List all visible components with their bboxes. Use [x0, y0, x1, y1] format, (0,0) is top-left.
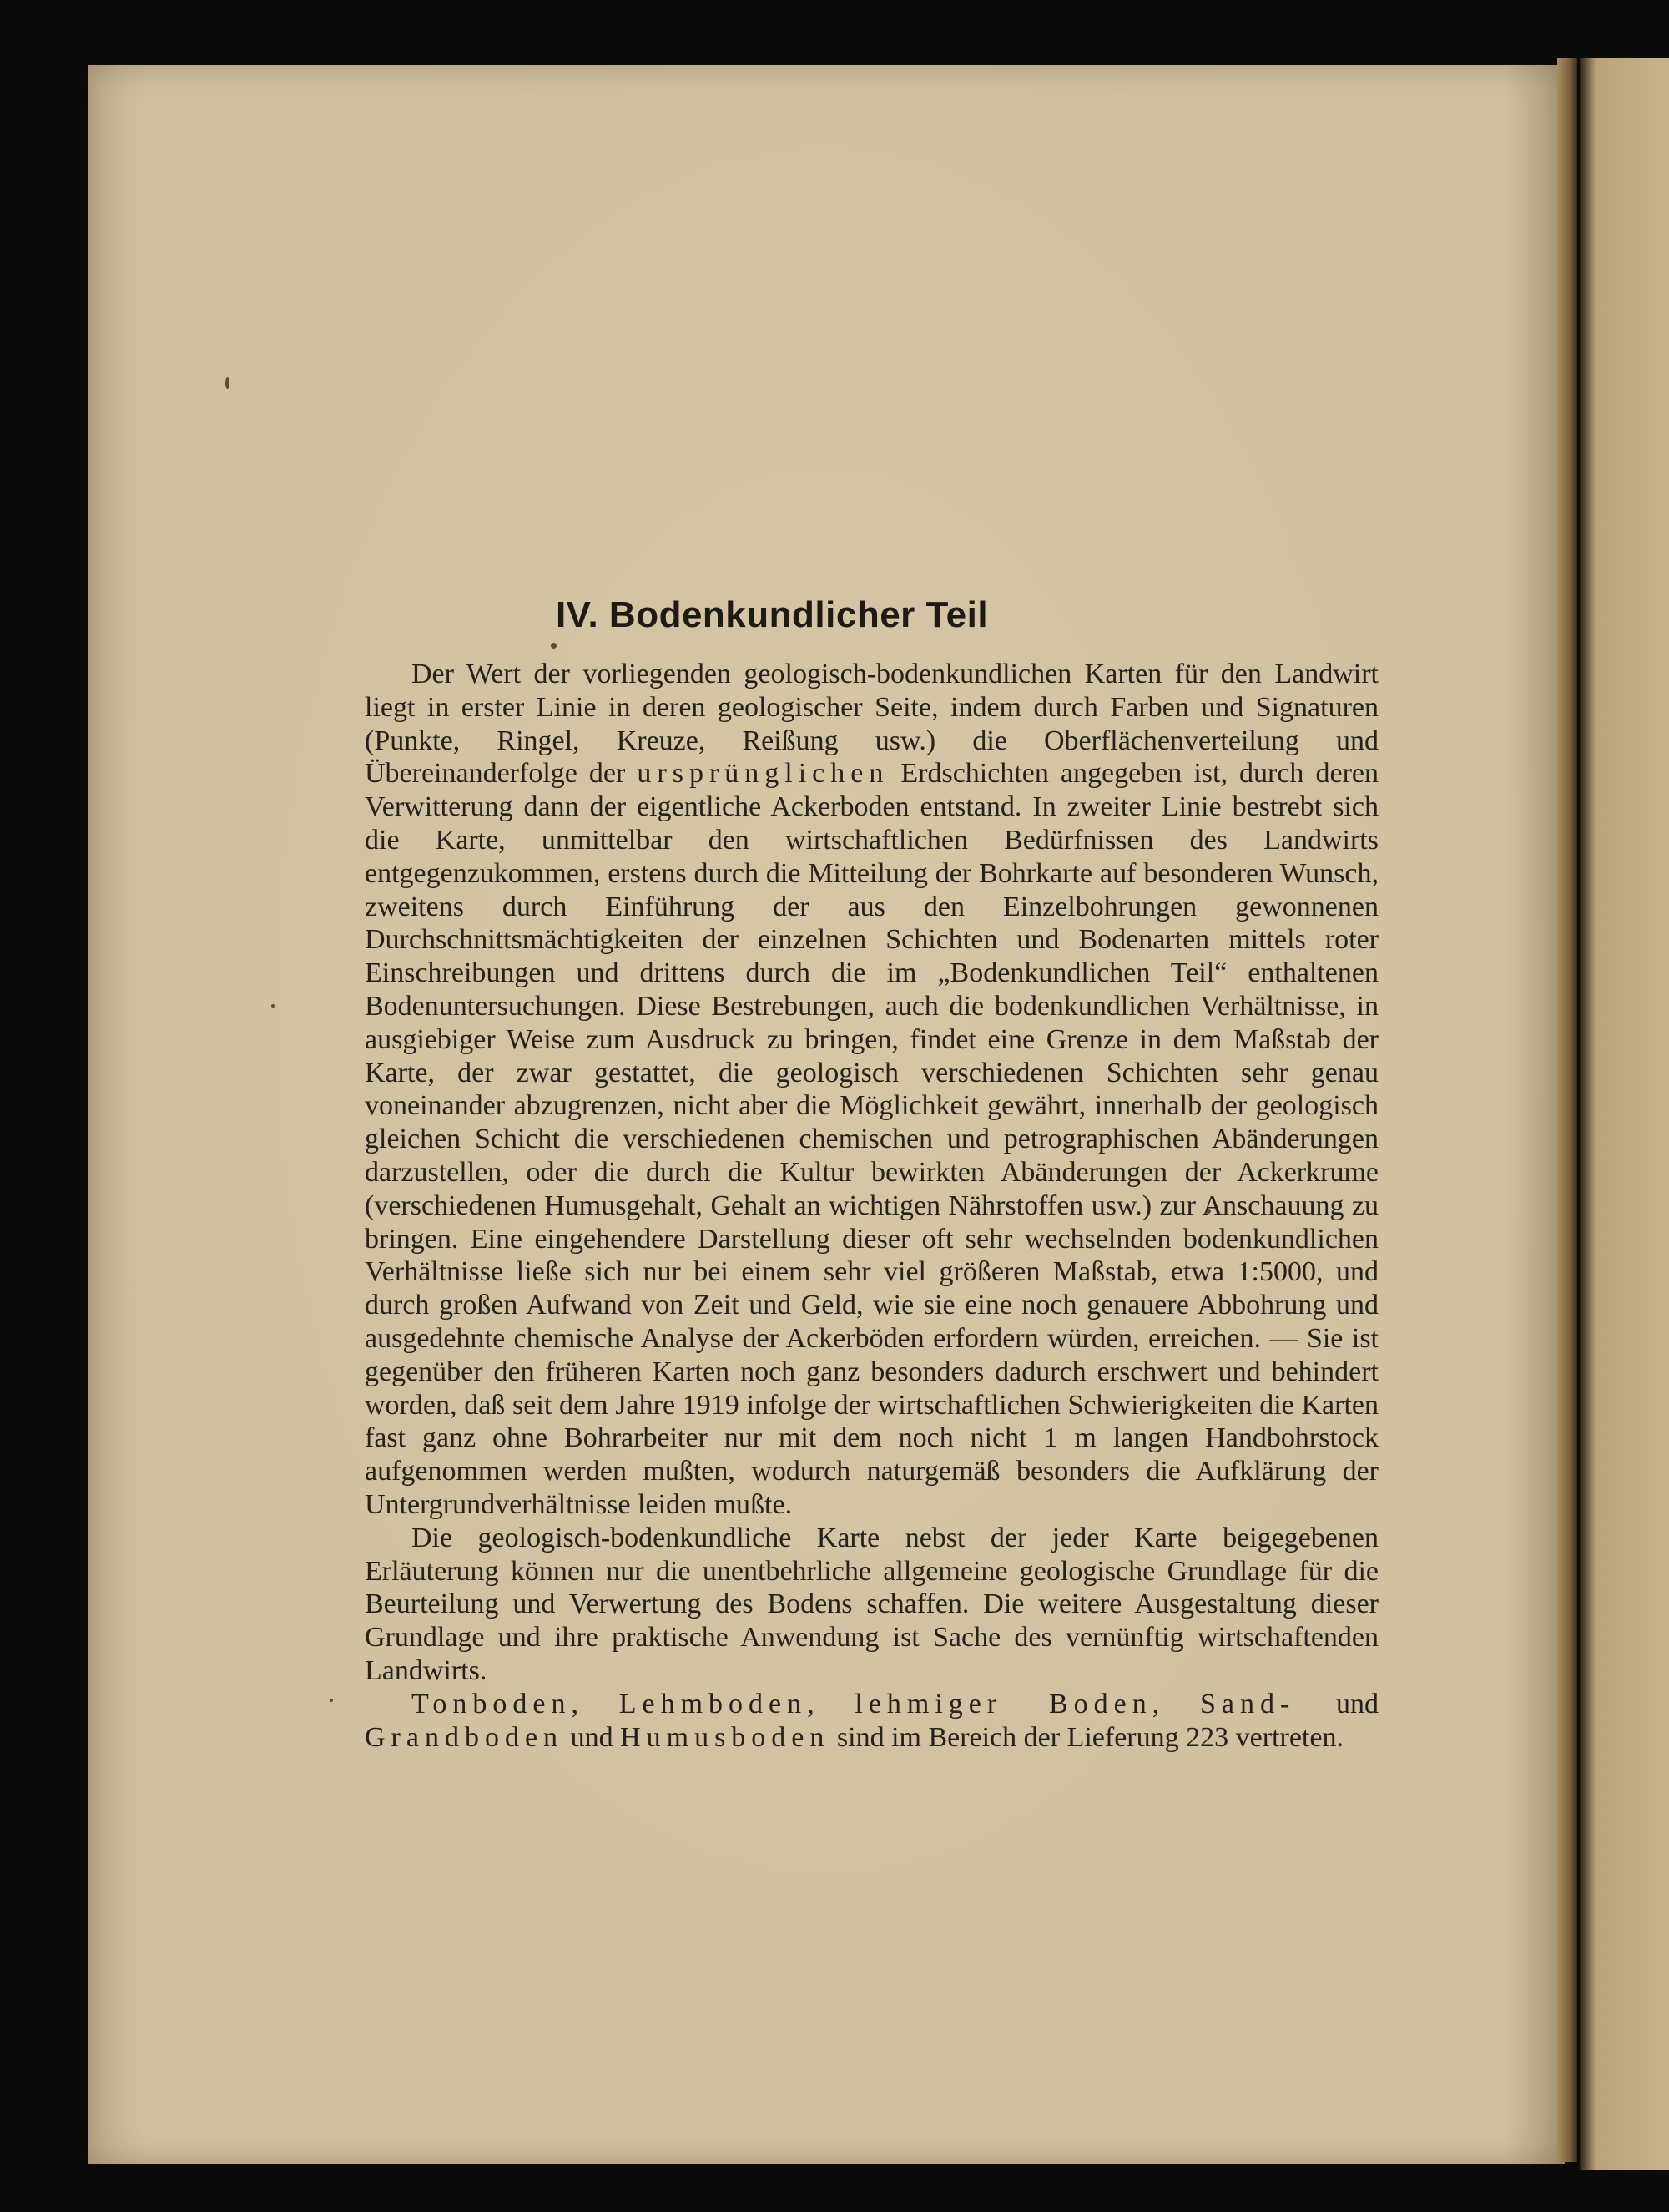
paper-speck	[271, 1004, 275, 1008]
emphasis-humusboden: Humusboden	[620, 1721, 830, 1753]
separator: und	[1295, 1688, 1379, 1720]
paper-speck	[330, 1699, 333, 1702]
emphasis-tonboden: Tonboden	[411, 1688, 572, 1720]
emphasis-urspruenglichen: ursprünglichen	[637, 758, 890, 790]
separator: ,	[1152, 1688, 1200, 1720]
paper-speck	[225, 377, 229, 389]
body-text	[365, 658, 1379, 1754]
page-fore-edge	[1557, 58, 1577, 2162]
paragraph-1-text-a: Der Wert der vorliegenden geologisch-bodenkundlichen Karten für den Landwirt liegt in erster Linie in deren geologischer Seite, indem durch Farben und Signaturen (Punkte, Ringel, Kreuze, Reißung usw.) die Oberflächenverteilung und Übereinanderfolge der	[365, 659, 1379, 790]
paper-speck	[551, 643, 557, 649]
paragraph-1-text-b: Erdschichten angegeben ist, durch deren Verwitterung dann der eigentliche Ackerboden entstand. In zweiter Linie bestrebt sich die Karte, unmittelbar den wirtschaftlichen Bedürfnissen des Landwirts entgegenzukommen, erstens durch die Mitteilung der Bohrkarte auf besonderen Wunsch, zweitens durch Einführung der aus den Einzelbohrungen gewonnenen Durchschnittsmächtigkeiten der einzelnen Schichten und Bodenarten mittels roter Einschreibungen und drittens durch die im „Bodenkundlichen Teil“ enthaltenen Bodenuntersuchungen. Diese Bestrebungen, auch die bodenkundlichen Verhältnisse, in ausgiebiger Weise zum Ausdruck zu bringen, findet eine Grenze in dem Maßstab der Karte, der zwar gestattet, die geologisch verschiedenen Schichten sehr genau voneinander abzugrenzen, nicht aber die Möglichkeit gewährt, innerhalb der geologisch gleichen Schicht die verschiedenen chemischen und petrographischen Abänderungen darzustellen, oder die durch die Kultur bewirkten Abänderungen der Ackerkrume (verschiedenen Humusgehalt, Gehalt an wichtigen Nährstoffen usw.) zur Anschauung zu bringen. Eine eingehendere Darstellung dieser oft sehr wechselnden bodenkundlichen Verhältnisse ließe sich nur bei einem sehr viel größeren Maßstab, etwa 1:5000, und durch großen Aufwand von Zeit und Geld, wie sie eine noch genauere Abbohrung und ausgedehnte chemische Analyse der Ackerböden erfordern würden, erreichen. — Sie ist gegenüber den früheren Karten noch ganz besonders dadurch erschwert und behindert worden, daß seit dem Jahre 1919 infolge der wirtschaftlichen Schwierigkeiten die Karten fast ganz ohne Bohrarbeiter nur mit dem noch nicht 1 m langen Handbohrstock aufgenommen werden mußten, wodurch naturgemäß besonders die Aufklärung der Untergrundverhältnisse leiden mußte.	[365, 758, 1379, 1520]
paragraph-2: Die geologisch-bodenkundliche Karte nebst der jeder Karte beigegebenen Erläuterung können nur die unentbehrliche allgemeine geologische Grundlage für die Beurteilung und Verwertung des Bodens schaffen. Die weitere Ausgestaltung dieser Grundlage und ihre praktische Anwendung ist Sache des vernünftig wirtschaftenden Landwirts.	[365, 1522, 1379, 1686]
emphasis-grandboden: Grandboden	[365, 1721, 564, 1753]
separator: und	[563, 1721, 621, 1753]
paragraph-3-rest: sind im Bereich der Lieferung 223 vertreten.	[829, 1721, 1344, 1753]
separator: ,	[571, 1688, 619, 1720]
separator: ,	[807, 1688, 855, 1720]
paragraph-1	[365, 658, 1379, 1522]
emphasis-sand: Sand-	[1199, 1688, 1296, 1720]
emphasis-lehmiger-boden: lehmiger Boden	[855, 1688, 1152, 1720]
paragraph-3	[365, 1688, 1379, 1755]
adjacent-page-edge	[1580, 58, 1669, 2170]
section-heading: IV. Bodenkundlicher Teil	[555, 594, 989, 635]
emphasis-lehmboden: Lehmboden	[618, 1688, 808, 1720]
